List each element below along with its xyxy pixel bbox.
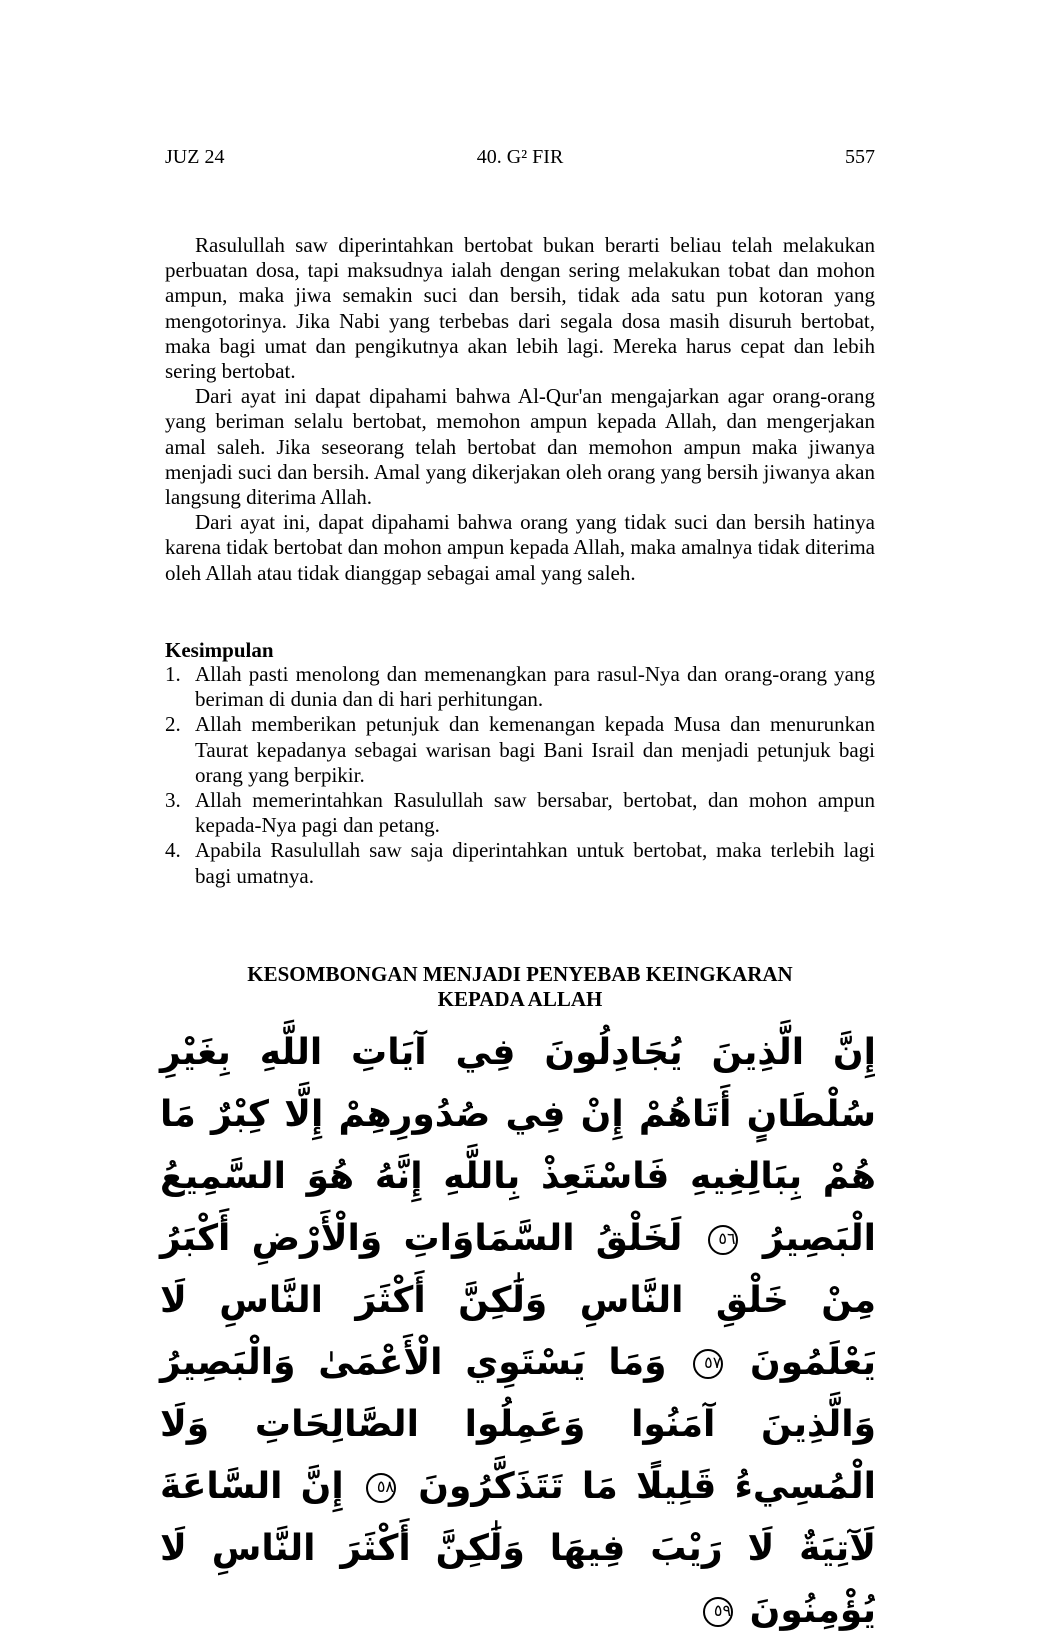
arabic-verse: إِنَّ الَّذِينَ يُجَادِلُونَ فِي آيَاتِ اللَّهِ بِغَيْرِ سُلْطَانٍ أَتَاهُمْ إِنْ فِي صُدُورِهِمْ إِلَّا كِبْرٌ مَا هُمْ بِبَالِغِيهِ فَاسْتَعِذْ بِاللَّهِ إِنَّهُ هُوَ السَّمِيعُ الْبَصِيرُ bbox=[160, 1032, 876, 1259]
list-text: Allah memerintahkan Rasulullah saw bersabar, bertobat, dan mohon ampun kepada-Nya pagi dan petang. bbox=[195, 788, 875, 838]
list-item bbox=[165, 788, 875, 838]
list-number: 4. bbox=[165, 838, 181, 863]
list-text: Apabila Rasulullah saw saja diperintahkan untuk bertobat, maka terlebih lagi bagi umatnya. bbox=[195, 838, 875, 888]
surah-label: 40. G² FIR bbox=[476, 146, 564, 168]
paragraph: Dari ayat ini, dapat dipahami bahwa orang yang tidak suci dan bersih hatinya karena tidak bertobat dan mohon ampun kepada Allah, maka amalnya tidak diterima oleh Allah atau tidak dianggap sebagai amal yang saleh. bbox=[165, 510, 875, 585]
paragraph: Rasulullah saw diperintahkan bertobat bukan berarti beliau telah melakukan perbuatan dosa, tapi maksudnya ialah dengan sering melakukan tobat dan mohon ampun, maka jiwa semakin suci dan bersih, tidak ada satu pun kotoran yang mengotorinya. Jika Nabi yang terbebas dari segala dosa masih disuruh bertobat, maka bagi umat dan pengikutnya akan lebih lagi. Mereka harus cepat dan lebih sering bertobat. bbox=[165, 233, 875, 384]
ayah-number-marker: ٥٨ bbox=[366, 1473, 396, 1503]
section-heading-line: KEPADA ALLAH bbox=[437, 987, 603, 1011]
section-heading bbox=[165, 962, 875, 1012]
arabic-verses bbox=[160, 1022, 876, 1642]
running-header bbox=[165, 146, 875, 172]
list-number: 3. bbox=[165, 788, 181, 813]
list-item bbox=[165, 662, 875, 712]
paragraph: Dari ayat ini dapat dipahami bahwa Al-Qur'an mengajarkan agar orang-orang yang beriman selalu bertobat, memohon ampun kepada Allah, dan mengerjakan amal saleh. Jika seseorang telah bertobat dan memohon ampun maka jiwanya menjadi suci dan bersih. Amal yang dikerjakan oleh orang yang bersih jiwanya akan langsung diterima Allah. bbox=[165, 384, 875, 510]
page-number: 557 bbox=[845, 146, 875, 168]
list-text: Allah pasti menolong dan memenangkan para rasul-Nya dan orang-orang yang beriman di dunia dan di hari perhitungan. bbox=[195, 662, 875, 712]
list-text: Allah memberikan petunjuk dan kemenangan kepada Musa dan menurunkan Taurat kepadanya sebagai warisan bagi Bani Israil dan menjadi petunjuk bagi orang yang berpikir. bbox=[195, 712, 875, 787]
ayah-number-marker: ٥٦ bbox=[708, 1225, 738, 1255]
ayah-number-marker: ٥٧ bbox=[693, 1349, 723, 1379]
section-heading-line: KESOMBONGAN MENJADI PENYEBAB KEINGKARAN bbox=[247, 962, 793, 986]
list-item bbox=[165, 712, 875, 788]
commentary-body bbox=[165, 233, 875, 586]
conclusion-title: Kesimpulan bbox=[165, 638, 274, 662]
arabic-verse: وَمَا يَسْتَوِي الْأَعْمَىٰ وَالْبَصِيرُ وَالَّذِينَ آمَنُوا وَعَمِلُوا الصَّالِحَاتِ وَلَا الْمُسِيءُ قَلِيلًا مَا تَتَذَكَّرُونَ bbox=[160, 1342, 876, 1507]
juz-label: JUZ 24 bbox=[165, 146, 225, 168]
list-number: 2. bbox=[165, 712, 181, 737]
arabic-verse: إِنَّ السَّاعَةَ لَآتِيَةٌ لَا رَيْبَ فِيهَا وَلَٰكِنَّ أَكْثَرَ النَّاسِ لَا يُؤْمِنُونَ bbox=[160, 1466, 876, 1631]
arabic-verse: لَخَلْقُ السَّمَاوَاتِ وَالْأَرْضِ أَكْبَرُ مِنْ خَلْقِ النَّاسِ وَلَٰكِنَّ أَكْثَرَ النَّاسِ لَا يَعْلَمُونَ bbox=[160, 1218, 876, 1383]
conclusion-list bbox=[165, 662, 875, 889]
ayah-number-marker: ٥٩ bbox=[703, 1597, 733, 1627]
list-number: 1. bbox=[165, 662, 181, 686]
list-item bbox=[165, 838, 875, 888]
